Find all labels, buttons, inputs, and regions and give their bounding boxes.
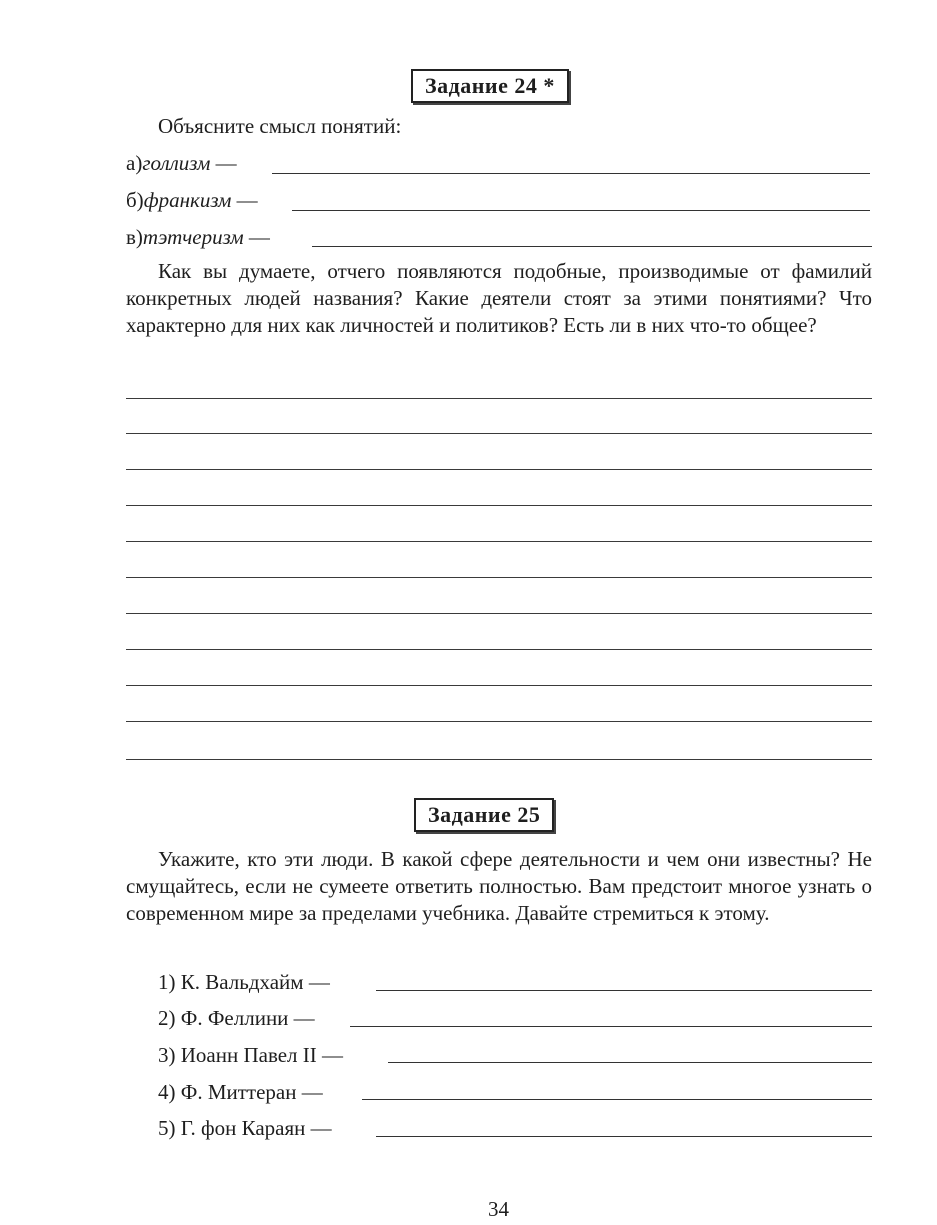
item-c-dash: —	[248, 225, 270, 249]
answer-line[interactable]	[126, 721, 872, 722]
answer-line[interactable]	[126, 541, 872, 542]
task-24-question	[126, 258, 872, 339]
task-25-item-2: 2) Ф. Феллини —	[158, 1006, 315, 1030]
task-25-text-body: Укажите, кто эти люди. В какой сфере деятельности и чем они известны? Не смущайтесь, если не сумеете ответить полностью. Вам предстоит многое узнать о современном мире за пределами учебника. Давайте стремиться к этому.	[126, 847, 872, 925]
item-a-label: а)	[126, 151, 143, 175]
task-24-title: Задание 24 *	[411, 69, 569, 103]
task-24-item-a	[126, 150, 237, 176]
answer-line[interactable]	[126, 433, 872, 434]
answer-line[interactable]	[126, 505, 872, 506]
answer-line[interactable]	[126, 759, 872, 760]
task-24-item-c	[126, 224, 270, 250]
task-25-item-4: 4) Ф. Миттеран —	[158, 1080, 323, 1104]
answer-line[interactable]	[126, 398, 872, 399]
answer-line[interactable]	[126, 469, 872, 470]
answer-line-a[interactable]	[272, 173, 870, 174]
answer-line[interactable]	[126, 577, 872, 578]
task-24-intro	[126, 113, 872, 140]
item-a-dash: —	[215, 151, 237, 175]
task-25-item-1: 1) К. Вальдхайм —	[158, 970, 330, 994]
answer-line[interactable]	[126, 685, 872, 686]
task-25-item-3: 3) Иоанн Павел II —	[158, 1043, 344, 1067]
answer-line-c[interactable]	[312, 246, 872, 247]
item-b-label: б)	[126, 188, 144, 212]
task-25-text	[126, 846, 872, 927]
page-number: 34	[488, 1197, 509, 1221]
item-b-term: франкизм	[143, 188, 232, 212]
answer-line-1[interactable]	[376, 990, 872, 991]
task-24-intro-text: Объясните смысл понятий:	[158, 114, 402, 138]
answer-line-2[interactable]	[350, 1026, 872, 1027]
answer-line-b[interactable]	[292, 210, 870, 211]
answer-line[interactable]	[126, 613, 872, 614]
task-24-question-text: Как вы думаете, отчего появляются подобные, производимые от фамилий конкретных людей названия? Какие деятели стоят за этими понятиями? Что характерно для них как личностей и политиков? Есть ли в них что-то общее?	[126, 259, 872, 337]
task-25-title: Задание 25	[414, 798, 554, 832]
task-25-item-5: 5) Г. фон Караян —	[158, 1116, 332, 1140]
answer-line-5[interactable]	[376, 1136, 872, 1137]
answer-line-3[interactable]	[388, 1062, 872, 1063]
task-24-item-b	[126, 187, 258, 213]
item-a-term: голлизм	[142, 151, 211, 175]
item-c-term: тэтчеризм	[142, 225, 244, 249]
answer-line-4[interactable]	[362, 1099, 872, 1100]
item-b-dash: —	[236, 188, 258, 212]
item-c-label: в)	[126, 225, 143, 249]
answer-line[interactable]	[126, 649, 872, 650]
